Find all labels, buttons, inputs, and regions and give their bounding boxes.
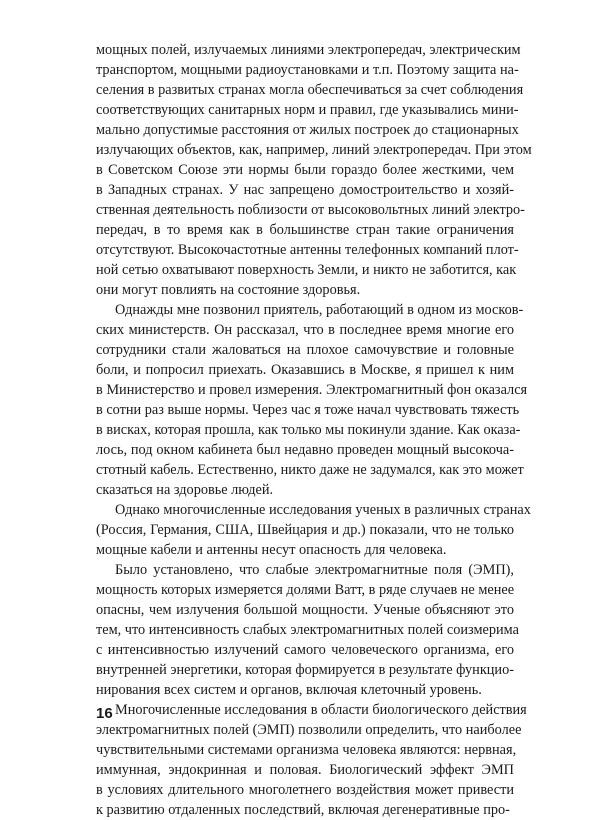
text-line: внутренней энергетики, которая формируется в результате функцио- (96, 662, 514, 678)
paragraph (96, 560, 519, 700)
text-line: нирования всех систем и органов, включая клеточный уровень. (96, 682, 482, 698)
text-line: в висках, которая прошла, как только мы покинули здание. Как оказа- (96, 422, 521, 438)
paragraph (96, 300, 528, 500)
text-line: в Советском Союзе эти нормы были гораздо более жесткими, чем (96, 162, 514, 178)
paragraph (96, 40, 532, 300)
text-line: опасны, чем излучения большой мощности. Ученые объясняют это (96, 602, 514, 618)
text-line: передач, в то время как в большинстве стран такие ограничения (96, 222, 514, 238)
text-line: отсутствуют. Высокочастотные антенны телефонных компаний плот- (96, 242, 519, 258)
text-line: стотный кабель. Естественно, никто даже не задумался, как это может (96, 462, 524, 478)
text-line: в Западных странах. У нас запрещено домостроительство и хозяй- (96, 182, 514, 198)
body-text (96, 40, 532, 820)
text-line: чувствительными системами организма человека являются: нервная, (96, 742, 517, 758)
text-line: мощность которых измеряется долями Ватт, в ряде случаев не менее (96, 582, 515, 598)
text-line: ственная деятельность поблизости от высоковольтных линий электро- (96, 202, 525, 218)
text-line: с интенсивностью излучений самого человеческого организма, его (96, 642, 514, 658)
text-line: Однако многочисленные исследования ученых в различных странах (115, 502, 531, 518)
text-line: ских министерств. Он рассказал, что в последнее время многие его (96, 322, 514, 338)
text-line: Многочисленные исследования в области биологического действия (115, 702, 527, 718)
text-line: иммунная, эндокринная и половая. Биологический эффект ЭМП (96, 762, 514, 778)
text-line: в Министерство и провел измерения. Электромагнитный фон оказался (96, 382, 528, 398)
text-line: лось, под окном кабинета был недавно проведен мощный высокоча- (96, 442, 514, 458)
text-line: мощные кабели и антенны несут опасность для человека. (96, 542, 447, 558)
paragraph (96, 500, 531, 560)
text-line: они могут повлиять на состояние здоровья. (96, 282, 361, 298)
text-line: (Россия, Германия, США, Швейцария и др.) показали, что не только (96, 522, 514, 538)
text-line: в условиях длительного многолетнего воздействия может привести (96, 782, 514, 798)
text-line: соответствующих санитарных норм и правил, где указывались мини- (96, 102, 519, 118)
text-line: ной сетью охватывают поверхность Земли, и никто не заботится, как (96, 262, 517, 278)
text-line: транспортом, мощными радиоустановками и т.п. Поэтому защита на- (96, 62, 519, 78)
text-line: излучающих объектов, как, например, линий электропередач. При этом (96, 142, 532, 158)
text-line: тем, что интенсивность слабых электромагнитных полей соизмерима (96, 622, 519, 638)
page-number: 16 (96, 705, 113, 722)
text-line: сотрудники стали жаловаться на плохое самочувствие и головные (96, 342, 514, 358)
text-line: селения в развитых странах могла обеспечиваться за счет соблюдения (96, 82, 524, 98)
text-line: к развитию отдаленных последствий, включая дегенеративные про- (96, 802, 510, 818)
text-line: мально допустимые расстояния от жилых построек до стационарных (96, 122, 519, 138)
text-line: Было установлено, что слабые электромагнитные поля (ЭМП), (115, 562, 514, 578)
paragraph (96, 700, 527, 820)
text-line: мощных полей, излучаемых линиями электропередач, электрическим (96, 42, 521, 58)
text-line: Однажды мне позвонил приятель, работающий в одном из москов- (115, 302, 524, 318)
text-line: боли, и попросил приехать. Оказавшись в Москве, я пришел к ним (96, 362, 514, 378)
text-line: электромагнитных полей (ЭМП) позволили определить, что наиболее (96, 722, 522, 738)
text-line: в сотни раз выше нормы. Через час я тоже начал чувствовать тяжесть (96, 402, 520, 418)
text-line: сказаться на здоровье людей. (96, 482, 274, 498)
